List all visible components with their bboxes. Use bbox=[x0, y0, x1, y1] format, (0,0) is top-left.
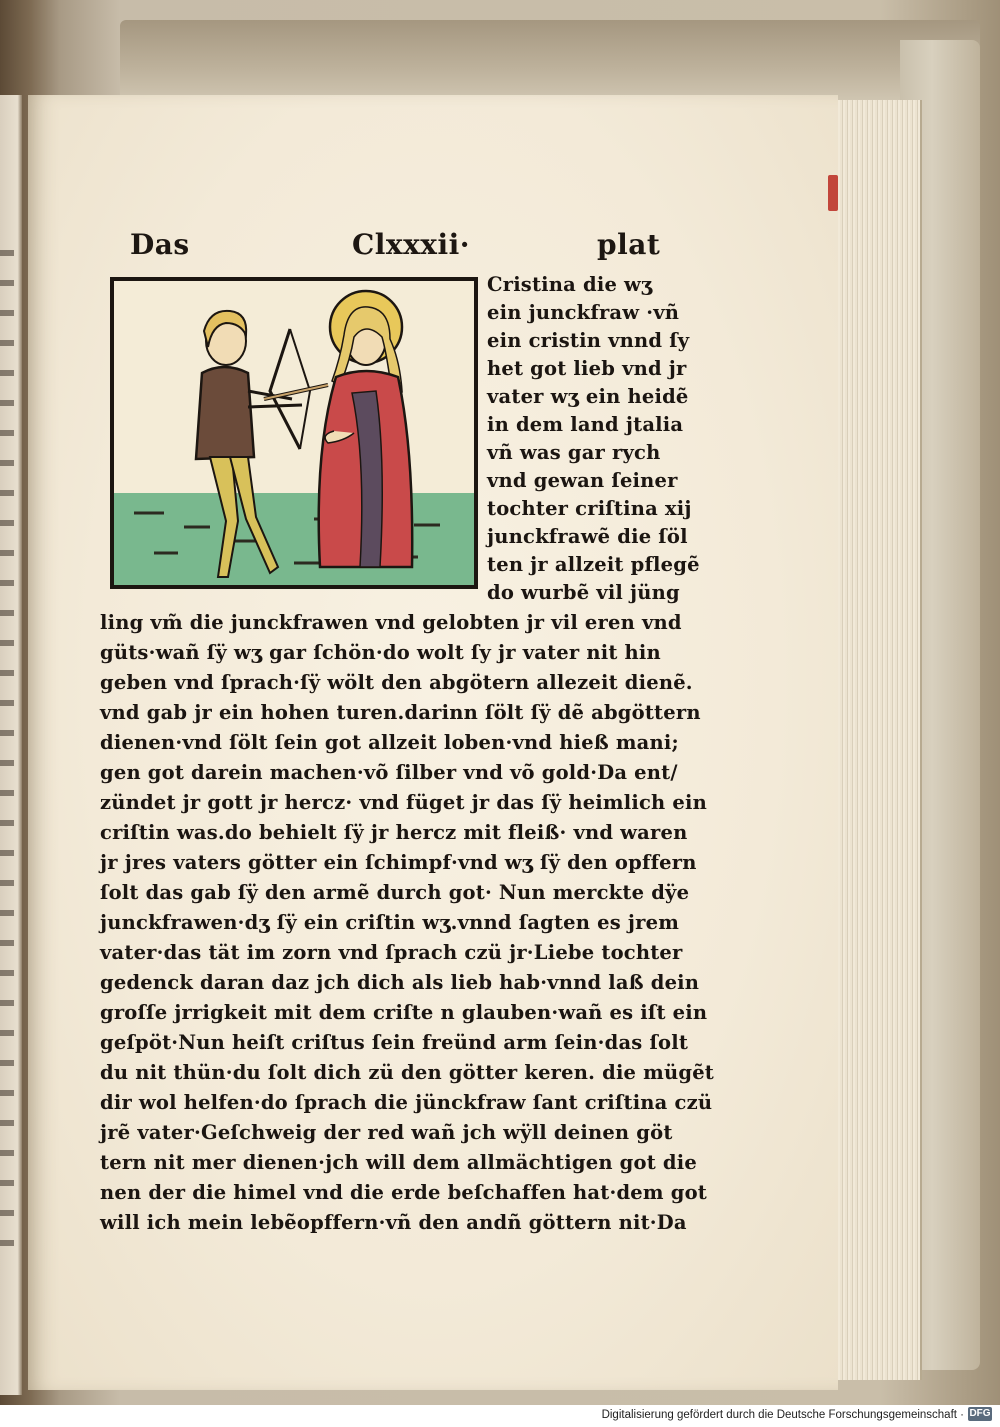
text-line: geben vnd ſprach·ſÿ wölt den abgötern allezeit dienẽ. bbox=[100, 671, 693, 694]
text-line: Cristina die wʒ bbox=[487, 273, 653, 296]
text-line: het got lieb vnd jr bbox=[487, 357, 687, 380]
text-line: gen got darein machen·võ ſilber vnd võ gold·Da ent/ bbox=[100, 761, 678, 784]
text-line: geſpöt·Nun heiſt criſtus ſein freünd arm ſein·das ſolt bbox=[100, 1031, 689, 1054]
text-line: vnd gewan ſeiner bbox=[487, 469, 678, 492]
text-line: ein junckfraw ·vñ bbox=[487, 301, 680, 324]
text-line: ling vm̃ die junckfrawen vnd gelobten jr vil eren vnd bbox=[100, 611, 682, 634]
text-line: tochter criſtina xij bbox=[487, 497, 692, 520]
footer-credit: Digitalisierung gefördert durch die Deutsche Forschungsgemeinschaft · bbox=[601, 1409, 964, 1421]
folio-number: Clxxxii· bbox=[352, 228, 471, 261]
text-line: vñ was gar rych bbox=[487, 441, 661, 464]
text-line: ein cristin vnnd ſy bbox=[487, 329, 690, 352]
text-line: tern nit mer dienen·jch will dem allmächtigen got die bbox=[100, 1151, 697, 1174]
text-line: zündet jr gott jr hercz· vnd füget jr das ſÿ heimlich ein bbox=[100, 791, 707, 814]
text-line: vnd gab jr ein hohen turen.darinn ſölt ſÿ dẽ abgöttern bbox=[100, 701, 701, 724]
dfg-logo: DFG bbox=[969, 1408, 991, 1419]
text-line: ten jr allzeit pflegẽ bbox=[487, 553, 700, 576]
text-line: will ich mein lebẽopffern·vñ den andñ göttern nit·Da bbox=[100, 1211, 687, 1234]
text-line: dienen·vnd ſölt ſein got allzeit loben·vnd hieß mani; bbox=[100, 731, 679, 754]
text-line: jr jres vaters götter ein ſchimpf·vnd wʒ ſÿ den opffern bbox=[100, 851, 697, 874]
text-line: do wurbẽ vil jüng bbox=[487, 581, 680, 604]
text-line: groſſe jrrigkeit mit dem criſte n glauben·wañ es iſt ein bbox=[100, 1001, 708, 1024]
text-line: nen der die himel vnd die erde beſchaffen hat·dem got bbox=[100, 1181, 707, 1204]
text-line: jrẽ vater·Geſchweig der red wañ jch wÿll deinen göt bbox=[100, 1121, 673, 1144]
text-line: güts·wañ ſÿ wʒ gar ſchön·do wolt ſy jr vater nit hin bbox=[100, 641, 661, 664]
text-line: vater·das tät im zorn vnd ſprach czü jr·Liebe tochter bbox=[100, 941, 683, 964]
text-line: gedenck daran daz jch dich als lieb hab·vnnd laß dein bbox=[100, 971, 700, 994]
text-line: vater wʒ ein heidẽ bbox=[487, 385, 689, 408]
text-line: dir wol helfen·do ſprach die jünckfraw ſant criſtina czü bbox=[100, 1091, 713, 1114]
text-line: ſolt das gab ſÿ den armẽ durch got· Nun merckte dÿe bbox=[100, 881, 690, 904]
text-line: criſtin was.do behielt ſÿ jr hercz mit fleiß· vnd waren bbox=[100, 821, 688, 844]
text-line: junckfrawẽ die ſöl bbox=[487, 525, 688, 548]
running-head-right: plat bbox=[597, 228, 661, 261]
text-line: du nit thün·du ſolt dich zü den götter keren. die mügẽt bbox=[100, 1061, 715, 1084]
running-head-left: Das bbox=[130, 228, 190, 261]
text-line: in dem land jtalia bbox=[487, 413, 684, 436]
text-line: junckfrawen·dʒ ſÿ ein criſtin wʒ.vnnd ſagten es jrem bbox=[100, 911, 680, 934]
